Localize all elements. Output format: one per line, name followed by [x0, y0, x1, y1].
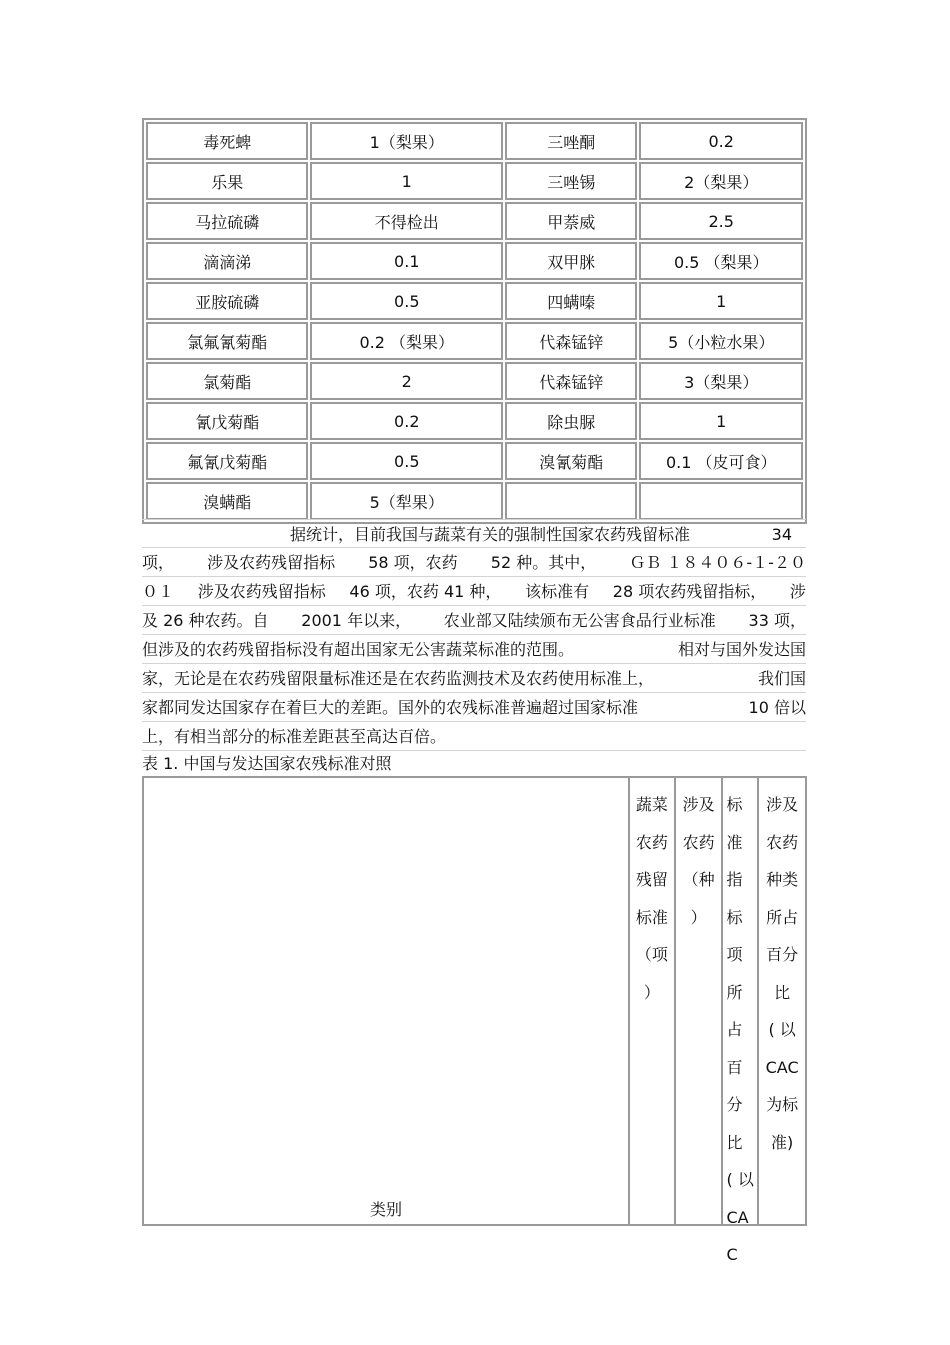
pesticide-name-cell [505, 482, 637, 520]
header-text-line: 项 [726, 945, 743, 964]
table-row [146, 402, 803, 440]
statistics-paragraph [142, 519, 806, 751]
paragraph-segment: 家都同发达国家存在着巨大的差距。国外的农残标准普遍超过国家标准 [142, 698, 639, 717]
pesticide-name-cell: 氰戊菊酯 [146, 402, 308, 440]
paragraph-segment: 上，有相当部分的标准差距甚至高达百倍。 [142, 727, 447, 746]
header-text-line: （种 [682, 870, 715, 889]
residue-limit-cell: 2.5 [639, 202, 803, 240]
header-text-line: 农药 [682, 832, 715, 852]
pesticide-kind-ratio-header [759, 778, 805, 1224]
pesticide-name-cell: 四螨嗪 [505, 282, 637, 320]
indicator-ratio-header [723, 778, 759, 1264]
residue-table-body [146, 122, 803, 520]
table-row [146, 282, 803, 320]
header-text-line: ( 以 [768, 1020, 796, 1039]
paragraph-segment: 28 项农药残留指标， [612, 582, 767, 601]
residue-limit-cell: 1（梨果） [310, 122, 503, 160]
paragraph-segment: 家，无论是在农药残留限量标准还是在农药监测技术及农药使用标准上， [142, 669, 655, 688]
pesticide-name-cell: 代森锰锌 [505, 362, 637, 400]
header-text-line: 农药 [635, 832, 668, 852]
header-text-line: 为标 [766, 1095, 799, 1114]
residue-limit-cell: 0.1 [310, 242, 503, 280]
residue-limit-cell: 不得检出 [310, 202, 503, 240]
paragraph-line [142, 606, 806, 635]
header-text-line: 指 [726, 870, 743, 889]
pesticide-name-cell: 毒死蜱 [146, 122, 308, 160]
standards-count-header [630, 778, 676, 1224]
header-text-line: 准) [771, 1132, 794, 1152]
pesticide-name-cell: 氟氰戊菊酯 [146, 442, 308, 480]
paragraph-segment: 涉及农药残留指标 [207, 553, 336, 572]
paragraph-segment: 33 项， [748, 611, 806, 630]
paragraph-line [142, 693, 806, 722]
pesticide-name-cell: 双甲脒 [505, 242, 637, 280]
table-row [146, 442, 803, 480]
residue-limit-cell: 0.1 （皮可食） [639, 442, 803, 480]
comparison-table [142, 776, 807, 1264]
paragraph-line [142, 577, 806, 606]
pesticide-count-header [676, 778, 724, 1224]
pesticide-name-cell: 氯菊酯 [146, 362, 308, 400]
paragraph-segment: 34 [771, 525, 792, 544]
header-text-line: 比 [726, 1132, 743, 1152]
header-text-line: 分 [726, 1095, 743, 1114]
residue-limit-cell: 1 [310, 162, 503, 200]
paragraph-segment: 据统计，目前我国与蔬菜有关的强制性国家农药残留标准 [290, 525, 691, 544]
residue-limit-cell: 0.2 （梨果） [310, 322, 503, 360]
category-header-cell [144, 778, 630, 1224]
paragraph-segment: 涉 [789, 582, 806, 601]
paragraph-segment: ＧＢ １８４０６-１-２０ [629, 553, 806, 572]
residue-limit-cell: 5（小粒水果） [639, 322, 803, 360]
table-row [146, 322, 803, 360]
header-text-line: 涉及 [766, 795, 799, 814]
table-row [146, 242, 803, 280]
header-text-line: 标 [726, 907, 743, 927]
pesticide-residue-table [142, 118, 807, 524]
paragraph-segment: 但涉及的农药残留指标没有超出国家无公害蔬菜标准的范围。 [142, 640, 575, 659]
pesticide-name-cell: 氯氟氰菊酯 [146, 322, 308, 360]
header-text-line: 农药 [766, 832, 799, 852]
pesticide-name-cell: 除虫脲 [505, 402, 637, 440]
residue-limit-cell: 0.2 [639, 122, 803, 160]
paragraph-segment: 58 项，农药 [368, 553, 458, 572]
table-row [146, 162, 803, 200]
paragraph-segment: 项， [142, 553, 175, 572]
pesticide-name-cell: 乐果 [146, 162, 308, 200]
paragraph-segment: 涉及农药残留指标 [197, 582, 326, 601]
pesticide-name-cell: 滴滴涕 [146, 242, 308, 280]
table-row [146, 202, 803, 240]
paragraph-segment: ０１ [142, 582, 175, 601]
header-text-line: 所 [726, 982, 743, 1002]
header-text-line: 百分 [766, 945, 799, 964]
header-text-line: 百 [726, 1057, 743, 1077]
table-row [146, 362, 803, 400]
residue-limit-cell: 0.5 [310, 442, 503, 480]
residue-limit-cell: 0.5 [310, 282, 503, 320]
table-row [146, 122, 803, 160]
table-caption: 表 1. 中国与发达国家农残标准对照 [142, 754, 392, 773]
paragraph-segment: 及 26 种农药。自 [142, 611, 269, 630]
paragraph-line [142, 635, 806, 664]
pesticide-name-cell: 代森锰锌 [505, 322, 637, 360]
pesticide-name-cell: 马拉硫磷 [146, 202, 308, 240]
header-text-line: ( 以 [726, 1170, 754, 1189]
header-text-line: 蔬菜 [635, 795, 668, 814]
table-row [146, 482, 803, 520]
paragraph-line [142, 548, 806, 577]
header-text-line: 所占 [766, 907, 799, 927]
header-text-line: ） [643, 982, 660, 1002]
paragraph-segment: 52 种。其中， [490, 553, 597, 572]
paragraph-line [142, 664, 806, 693]
header-text-line: 标准 [635, 907, 668, 927]
pesticide-name-cell: 溴螨酯 [146, 482, 308, 520]
header-text-line: 标 [726, 795, 743, 814]
paragraph-line [142, 519, 806, 548]
header-text-line: 涉及 [682, 795, 715, 814]
residue-limit-cell: 0.5 （梨果） [639, 242, 803, 280]
residue-limit-cell [639, 482, 803, 520]
paragraph-line [142, 722, 806, 751]
header-text-line: 比 [774, 982, 791, 1002]
header-text-line: CAC [765, 1057, 799, 1077]
residue-limit-cell: 2 [310, 362, 503, 400]
header-text-line: （项 [635, 945, 668, 964]
header-text-line: 准 [726, 832, 743, 852]
residue-limit-cell: 0.2 [310, 402, 503, 440]
pesticide-name-cell: 溴氰菊酯 [505, 442, 637, 480]
header-text-line: 占 [726, 1020, 743, 1039]
residue-limit-cell: 1 [639, 282, 803, 320]
pesticide-name-cell: 三唑酮 [505, 122, 637, 160]
pesticide-name-cell: 甲萘威 [505, 202, 637, 240]
paragraph-segment: 我们国 [757, 669, 806, 688]
paragraph-segment: 46 项，农药 41 种， [349, 582, 502, 601]
paragraph-segment: 2001 年以来， [301, 611, 412, 630]
residue-limit-cell: 5（犁果） [310, 482, 503, 520]
category-header: 类别 [370, 1200, 403, 1219]
residue-limit-cell: 3（梨果） [639, 362, 803, 400]
residue-limit-cell: 2（梨果） [639, 162, 803, 200]
paragraph-segment: 该标准有 [525, 582, 590, 601]
paragraph-segment: 相对与国外发达国 [677, 640, 806, 659]
paragraph-segment: 农业部又陆续颁布无公害食品行业标准 [443, 611, 716, 630]
paragraph-segment: 10 倍以 [748, 698, 806, 717]
pesticide-name-cell: 三唑锡 [505, 162, 637, 200]
header-text-line: 残留 [635, 870, 668, 889]
header-text-line: ） [690, 907, 707, 927]
residue-limit-cell: 1 [639, 402, 803, 440]
pesticide-name-cell: 亚胺硫磷 [146, 282, 308, 320]
header-text-line: CAC [726, 1207, 749, 1264]
header-text-line: 种类 [766, 870, 799, 889]
